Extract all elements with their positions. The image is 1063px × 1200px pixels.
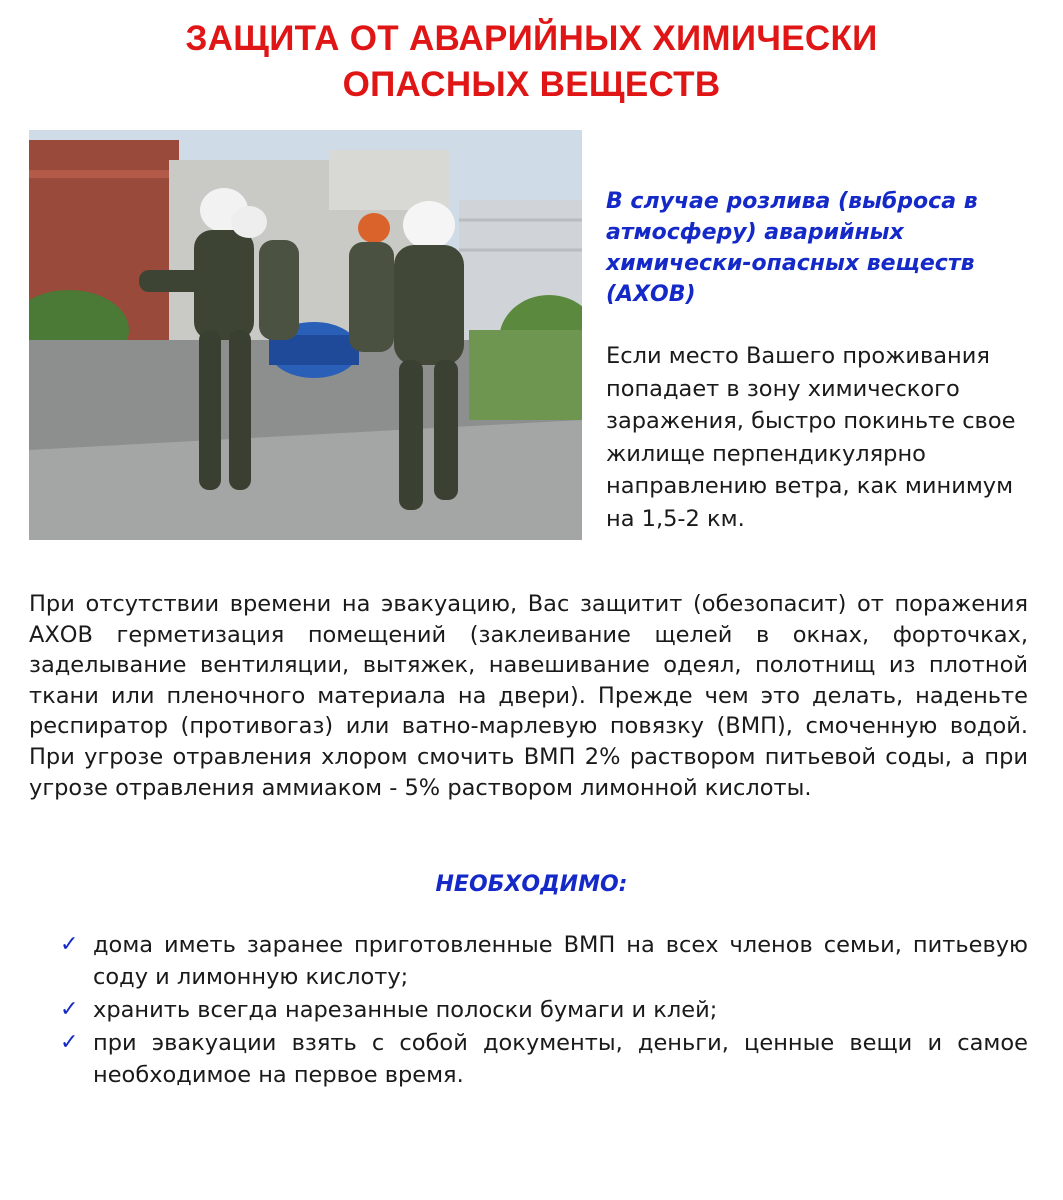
checkmark-icon: ✓ bbox=[60, 997, 79, 1022]
needed-heading: НЕОБХОДИМО: bbox=[435, 872, 628, 897]
list-item-text: при эвакуации взять с собой документы, деньги, ценные вещи и самое необходимое на первое время. bbox=[93, 1030, 1028, 1088]
list-item bbox=[58, 994, 1028, 1026]
list-item-text: хранить всегда нарезанные полоски бумаги и клей; bbox=[93, 997, 718, 1023]
checklist bbox=[58, 929, 1028, 1092]
list-item-text: дома иметь заранее приготовленные ВМП на всех членов семьи, питьевую соду и лимонную кислоту; bbox=[93, 932, 1028, 990]
list-item bbox=[58, 1027, 1028, 1091]
checkmark-icon: ✓ bbox=[60, 932, 79, 957]
evacuation-advice: Если место Вашего проживания попадает в зону химического заражения, быстро покиньте свое жилище перпендикулярно направлению ветра, как минимум на 1,5-2 км. bbox=[606, 343, 1016, 532]
intro-heading: В случае розлива (выброса в атмосферу) аварийных химически-опасных веществ (АХОВ) bbox=[606, 189, 978, 307]
rescue-team-photo bbox=[29, 130, 582, 540]
page-title bbox=[0, 16, 1063, 108]
title-line-2: ОПАСНЫХ ВЕЩЕСТВ bbox=[342, 65, 721, 104]
body-paragraph: При отсутствии времени на эвакуацию, Вас защитит (обезопасит) от поражения АХОВ герметизация помещений (заклеивание щелей в окнах, форточках, заделывание вентиляции, вытяжек, навешивание одеял, полотнищ из плотной ткани или пленочного материала на двери). Прежде чем это делать, наденьте респиратор (противогаз) или ватно-марлевую повязку (ВМП), смоченную водой. При угрозе отравления хлором смочить ВМП 2% раствором питьевой соды, а при угрозе отравления аммиаком - 5% раствором лимонной кислоты. bbox=[29, 591, 1028, 801]
title-line-1: ЗАЩИТА ОТ АВАРИЙНЫХ ХИМИЧЕСКИ bbox=[185, 19, 878, 58]
checkmark-icon: ✓ bbox=[60, 1030, 79, 1055]
list-item bbox=[58, 929, 1028, 993]
